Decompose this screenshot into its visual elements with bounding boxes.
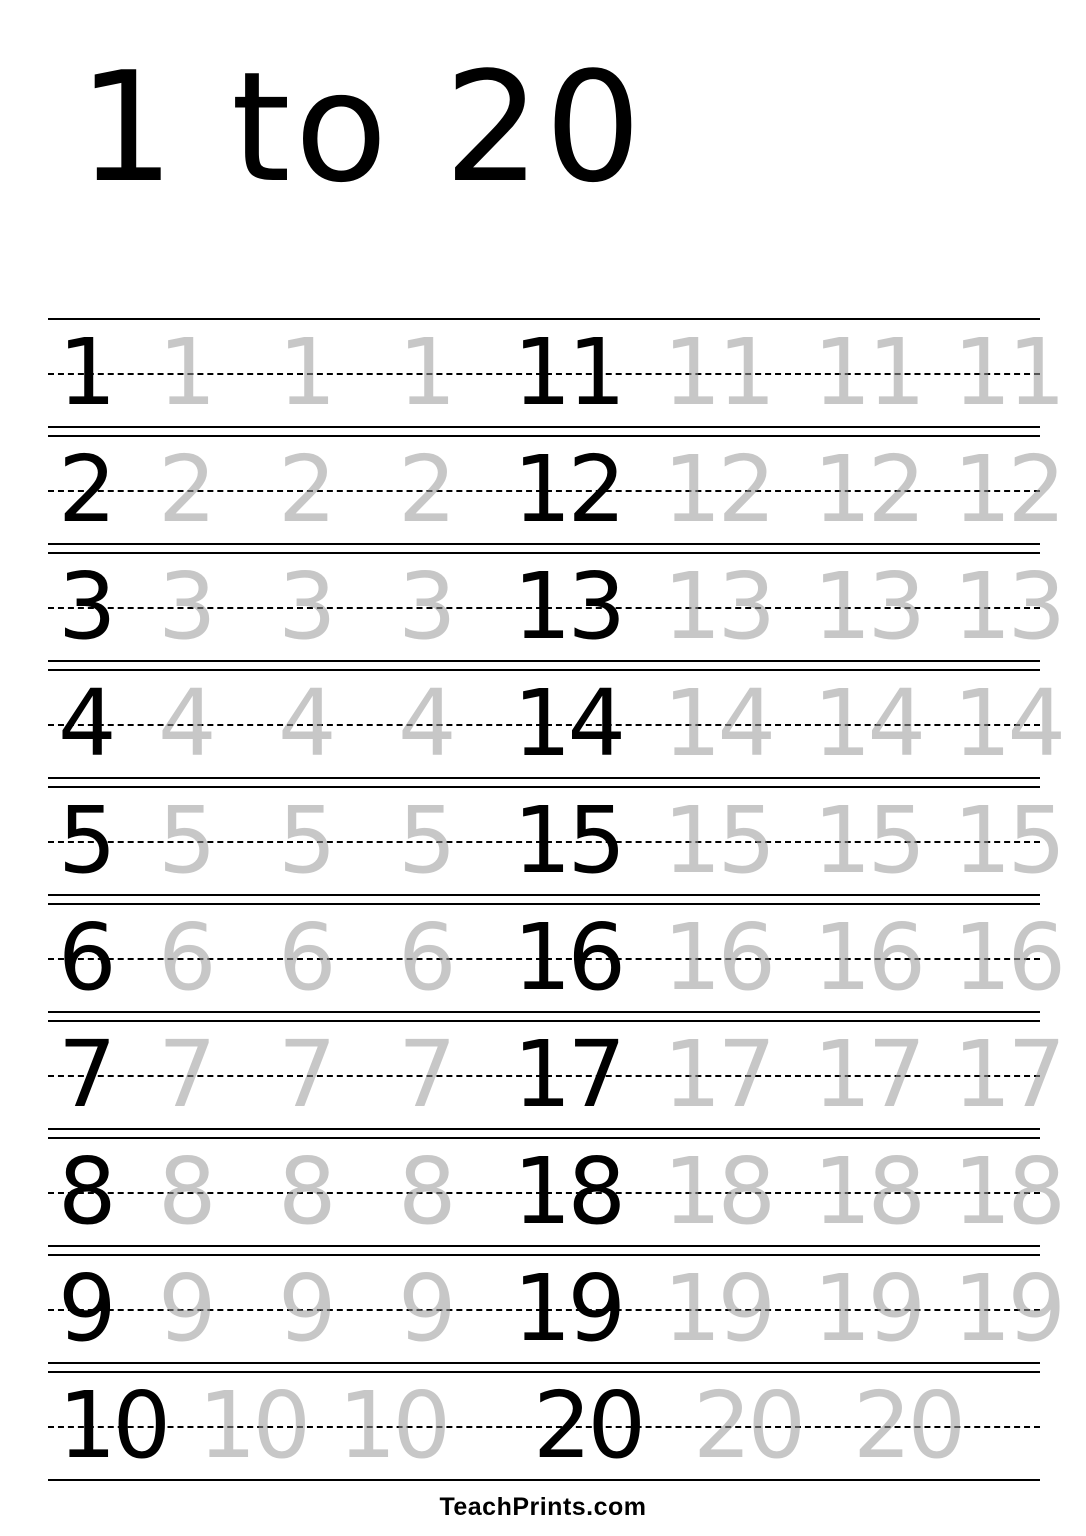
trace-numeral[interactable]: 18 (953, 1138, 1063, 1245)
trace-numeral[interactable]: 14 (663, 670, 773, 777)
row-right-half (503, 552, 1063, 662)
table-row (48, 1371, 1040, 1481)
trace-numeral[interactable]: 4 (278, 670, 335, 777)
trace-numeral[interactable]: 7 (398, 1021, 455, 1128)
trace-numeral[interactable]: 12 (953, 436, 1063, 543)
row-left-half (48, 1371, 503, 1481)
trace-numeral[interactable]: 9 (398, 1255, 455, 1362)
lead-numeral: 7 (58, 1021, 115, 1128)
table-row (48, 1137, 1063, 1247)
row-left-half (48, 1254, 503, 1364)
lead-numeral: 17 (513, 1021, 623, 1128)
row-right-half (503, 435, 1063, 545)
row-left-half (48, 435, 503, 545)
table-row (48, 1020, 1063, 1130)
lead-numeral: 11 (513, 319, 623, 426)
trace-numeral[interactable]: 6 (158, 904, 215, 1011)
trace-numeral[interactable]: 14 (813, 670, 923, 777)
row-left-half (48, 318, 503, 428)
trace-numeral[interactable]: 7 (158, 1021, 215, 1128)
trace-numeral[interactable]: 19 (953, 1255, 1063, 1362)
lead-numeral: 20 (533, 1372, 643, 1479)
trace-numeral[interactable]: 9 (158, 1255, 215, 1362)
lead-numeral: 15 (513, 787, 623, 894)
trace-numeral[interactable]: 2 (398, 436, 455, 543)
lead-numeral: 18 (513, 1138, 623, 1245)
trace-numeral[interactable]: 16 (813, 904, 923, 1011)
trace-numeral[interactable]: 17 (663, 1021, 773, 1128)
trace-numeral[interactable]: 8 (158, 1138, 215, 1245)
trace-numeral[interactable]: 13 (953, 553, 1063, 660)
trace-numeral[interactable]: 19 (663, 1255, 773, 1362)
trace-numeral[interactable]: 5 (278, 787, 335, 894)
trace-numeral[interactable]: 8 (398, 1138, 455, 1245)
trace-numeral[interactable]: 11 (813, 319, 923, 426)
lead-numeral: 9 (58, 1255, 115, 1362)
trace-numeral[interactable]: 12 (663, 436, 773, 543)
row-left-half (48, 552, 503, 662)
trace-numeral[interactable]: 18 (663, 1138, 773, 1245)
lead-numeral: 1 (58, 319, 115, 426)
table-row (48, 435, 1063, 545)
row-left-half (48, 669, 503, 779)
table-row (48, 1254, 1063, 1364)
trace-numeral[interactable]: 12 (813, 436, 923, 543)
lead-numeral: 2 (58, 436, 115, 543)
lead-numeral: 16 (513, 904, 623, 1011)
trace-numeral[interactable]: 20 (853, 1372, 963, 1479)
trace-numeral[interactable]: 1 (278, 319, 335, 426)
trace-numeral[interactable]: 2 (158, 436, 215, 543)
trace-numeral[interactable]: 3 (398, 553, 455, 660)
tracing-rows (48, 318, 1063, 1488)
trace-numeral[interactable]: 16 (953, 904, 1063, 1011)
lead-numeral: 14 (513, 670, 623, 777)
page-title: 1 to 20 (78, 39, 646, 216)
lead-numeral: 10 (58, 1372, 168, 1479)
trace-numeral[interactable]: 11 (663, 319, 773, 426)
trace-numeral[interactable]: 17 (813, 1021, 923, 1128)
trace-numeral[interactable]: 1 (158, 319, 215, 426)
trace-numeral[interactable]: 7 (278, 1021, 335, 1128)
trace-numeral[interactable]: 10 (338, 1372, 448, 1479)
trace-numeral[interactable]: 10 (198, 1372, 308, 1479)
trace-numeral[interactable]: 9 (278, 1255, 335, 1362)
row-right-half (503, 1137, 1063, 1247)
trace-numeral[interactable]: 15 (813, 787, 923, 894)
table-row (48, 552, 1063, 662)
trace-numeral[interactable]: 20 (693, 1372, 803, 1479)
table-row (48, 318, 1063, 428)
row-left-half (48, 1020, 503, 1130)
row-left-half (48, 1137, 503, 1247)
trace-numeral[interactable]: 6 (278, 904, 335, 1011)
row-right-half (503, 1020, 1063, 1130)
trace-numeral[interactable]: 4 (398, 670, 455, 777)
trace-numeral[interactable]: 2 (278, 436, 335, 543)
trace-numeral[interactable]: 11 (953, 319, 1063, 426)
lead-numeral: 6 (58, 904, 115, 1011)
trace-numeral[interactable]: 5 (158, 787, 215, 894)
trace-numeral[interactable]: 4 (158, 670, 215, 777)
lead-numeral: 4 (58, 670, 115, 777)
row-right-half (503, 903, 1063, 1013)
table-row (48, 786, 1063, 896)
lead-numeral: 8 (58, 1138, 115, 1245)
trace-numeral[interactable]: 15 (953, 787, 1063, 894)
row-right-half (503, 669, 1063, 779)
table-row (48, 669, 1063, 779)
trace-numeral[interactable]: 3 (158, 553, 215, 660)
trace-numeral[interactable]: 17 (953, 1021, 1063, 1128)
trace-numeral[interactable]: 8 (278, 1138, 335, 1245)
trace-numeral[interactable]: 14 (953, 670, 1063, 777)
trace-numeral[interactable]: 1 (398, 319, 455, 426)
trace-numeral[interactable]: 19 (813, 1255, 923, 1362)
row-right-half (503, 1371, 1040, 1481)
trace-numeral[interactable]: 5 (398, 787, 455, 894)
footer-watermark: TeachPrints.com (439, 1493, 647, 1521)
table-row (48, 903, 1063, 1013)
trace-numeral[interactable]: 16 (663, 904, 773, 1011)
row-right-half (503, 786, 1063, 896)
trace-numeral[interactable]: 6 (398, 904, 455, 1011)
trace-numeral[interactable]: 18 (813, 1138, 923, 1245)
trace-numeral[interactable]: 13 (813, 553, 923, 660)
trace-numeral[interactable]: 13 (663, 553, 773, 660)
lead-numeral: 19 (513, 1255, 623, 1362)
lead-numeral: 5 (58, 787, 115, 894)
lead-numeral: 13 (513, 553, 623, 660)
row-right-half (503, 318, 1063, 428)
lead-numeral: 3 (58, 553, 115, 660)
row-left-half (48, 786, 503, 896)
trace-numeral[interactable]: 3 (278, 553, 335, 660)
row-right-half (503, 1254, 1063, 1364)
row-left-half (48, 903, 503, 1013)
lead-numeral: 12 (513, 436, 623, 543)
trace-numeral[interactable]: 15 (663, 787, 773, 894)
